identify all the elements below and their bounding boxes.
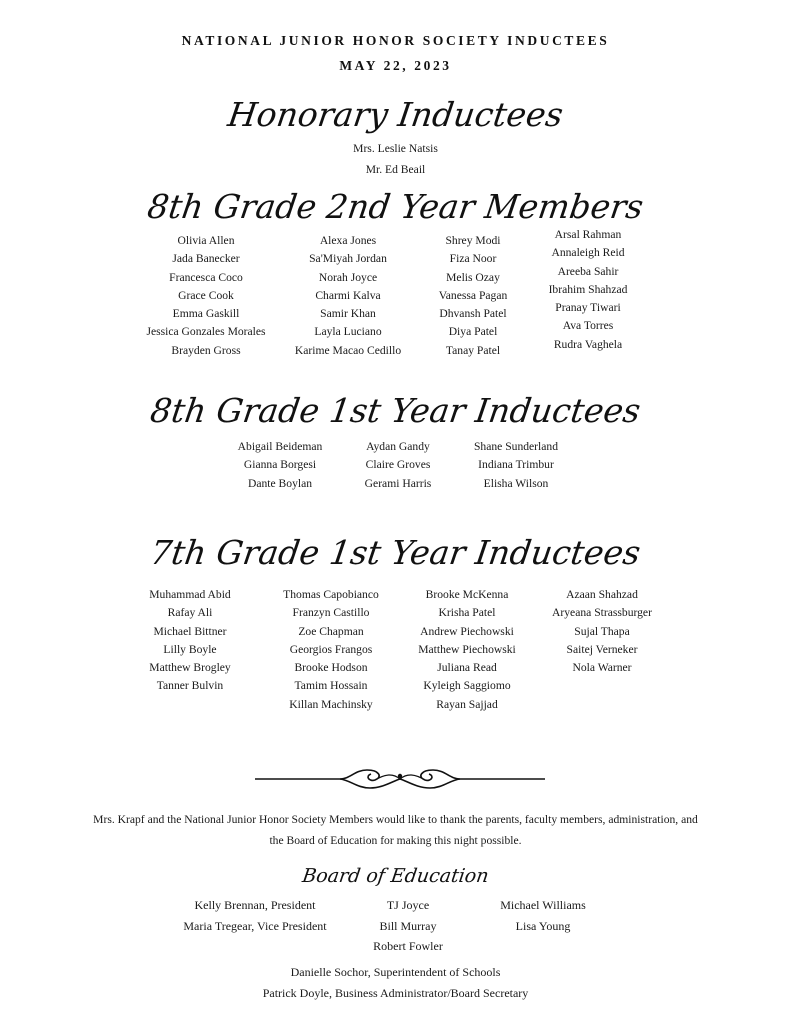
list-item: Brooke McKenna — [425, 588, 509, 601]
list-item: Dante Boylan — [247, 476, 313, 490]
list-item: Francesca Coco — [169, 270, 243, 284]
list-item: Norah Joyce — [318, 270, 378, 284]
honorary-name-1: Mrs. Leslie Natsis — [353, 142, 438, 155]
list-item: Rafay Ali — [167, 606, 213, 620]
grade7-1st-column-1 — [130, 586, 250, 696]
grade8-1st-column-1 — [221, 438, 339, 493]
list-item: Killan Machinsky — [289, 697, 373, 711]
list-item: Franzyn Castillo — [292, 606, 370, 620]
list-item: Thomas Capobianco — [283, 588, 379, 601]
list-item: Robert Fowler — [373, 939, 443, 953]
grade8-2nd-column-2 — [281, 232, 415, 360]
list-item: Charmi Kalva — [315, 288, 381, 302]
list-item: Ava Torres — [562, 319, 614, 333]
list-item: Lisa Young — [515, 918, 571, 933]
list-item: Aryeana Strassburger — [552, 606, 652, 620]
grade8-1st-column-2 — [346, 438, 450, 493]
board-column-2 — [352, 895, 464, 957]
list-item: Tanay Patel — [445, 343, 501, 357]
list-item: Areeba Sahir — [557, 264, 619, 278]
grade7-1st-column-3 — [406, 586, 528, 714]
list-item: Zoe Chapman — [298, 624, 364, 638]
document-title: NATIONAL JUNIOR HONOR SOCIETY INDUCTEES — [181, 33, 610, 48]
list-item: Azaan Shahzad — [566, 588, 638, 601]
list-item: Dhvansh Patel — [439, 307, 507, 321]
list-item: TJ Joyce — [386, 898, 430, 912]
board-column-3 — [478, 895, 608, 936]
list-item: Emma Gaskill — [172, 307, 240, 321]
list-item: Juliana Read — [437, 661, 497, 675]
list-item: Matthew Piechowski — [418, 642, 516, 656]
list-item: Michael Williams — [500, 898, 586, 912]
list-item: Matthew Brogley — [149, 661, 231, 675]
list-item: Abigail Beideman — [237, 440, 323, 453]
list-item: Andrew Piechowski — [420, 624, 514, 638]
grade8-2nd-heading: 8th Grade 2nd Year Members — [145, 187, 646, 226]
list-item: Maria Tregear, Vice President — [183, 918, 327, 933]
grade8-2nd-column-3 — [423, 232, 523, 360]
list-item: Claire Groves — [365, 458, 431, 472]
list-item: Nola Warner — [572, 661, 632, 675]
grade7-1st-column-4 — [538, 586, 666, 677]
grade8-1st-column-3 — [456, 438, 576, 493]
board-column-1 — [160, 895, 350, 936]
list-item: Sa'Miyah Jordan — [309, 252, 387, 266]
grade8-2nd-column-1 — [126, 232, 286, 360]
list-item: Vanessa Pagan — [438, 288, 508, 302]
official-superintendent: Danielle Sochor, Superintendent of Schools — [290, 965, 501, 979]
list-item: Annaleigh Reid — [551, 246, 625, 260]
list-item: Samir Khan — [320, 307, 376, 321]
honorary-heading: Honorary Inductees — [225, 95, 566, 134]
list-item: Rayan Sajjad — [436, 697, 498, 711]
ornamental-divider — [255, 764, 545, 794]
list-item: Melis Ozay — [446, 270, 500, 284]
list-item: Pranay Tiwari — [555, 301, 621, 315]
list-item: Fiza Noor — [449, 252, 497, 266]
list-item: Ibrahim Shahzad — [548, 282, 628, 296]
list-item: Bill Murray — [379, 918, 437, 933]
list-item: Arsal Rahman — [554, 228, 622, 241]
list-item: Lilly Boyle — [163, 642, 217, 656]
list-item: Saitej Verneker — [566, 642, 638, 656]
list-item: Gerami Harris — [364, 476, 432, 490]
list-item: Gianna Borgesi — [243, 458, 317, 472]
list-item: Tanner Bulvin — [156, 679, 224, 693]
list-item: Karime Macao Cedillo — [294, 343, 402, 357]
list-item: Sujal Thapa — [574, 624, 630, 638]
list-item: Brayden Gross — [171, 343, 241, 357]
grade8-2nd-column-4 — [533, 226, 643, 354]
honorary-name-2: Mr. Ed Beail — [365, 163, 426, 176]
list-item: Jada Banecker — [172, 252, 240, 266]
list-item: Layla Luciano — [314, 325, 382, 339]
list-item: Brooke Hodson — [294, 661, 368, 675]
official-business-administrator: Patrick Doyle, Business Administrator/Board Secretary — [262, 986, 529, 1000]
list-item: Michael Bittner — [153, 624, 227, 638]
grade8-1st-heading: 8th Grade 1st Year Inductees — [148, 391, 643, 430]
list-item: Muhammad Abid — [149, 588, 231, 601]
grade7-1st-column-2 — [268, 586, 394, 714]
list-item: Krisha Patel — [438, 606, 496, 620]
list-item: Georgios Frangos — [289, 642, 373, 656]
grade7-1st-heading: 7th Grade 1st Year Inductees — [148, 533, 643, 572]
list-item: Elisha Wilson — [483, 476, 549, 490]
list-item: Jessica Gonzales Morales — [146, 325, 266, 339]
list-item: Shane Sunderland — [473, 440, 559, 453]
list-item: Kelly Brennan, President — [194, 898, 316, 912]
list-item: Tamim Hossain — [294, 679, 368, 693]
list-item: Aydan Gandy — [366, 440, 430, 453]
list-item: Grace Cook — [178, 288, 234, 302]
thanks-paragraph: Mrs. Krapf and the National Junior Honor Society Members would like to thank the parents, faculty members, administration, and the Board of Education for making this night possible. — [93, 813, 698, 847]
list-item: Rudra Vaghela — [553, 337, 623, 351]
list-item: Indiana Trimbur — [478, 458, 554, 472]
list-item: Diya Patel — [448, 325, 498, 339]
list-item: Kyleigh Saggiomo — [423, 679, 511, 693]
board-heading: Board of Education — [300, 865, 491, 887]
list-item: Olivia Allen — [177, 234, 235, 247]
document-date: MAY 22, 2023 — [339, 58, 452, 73]
list-item: Alexa Jones — [319, 234, 377, 247]
list-item: Shrey Modi — [445, 234, 501, 247]
